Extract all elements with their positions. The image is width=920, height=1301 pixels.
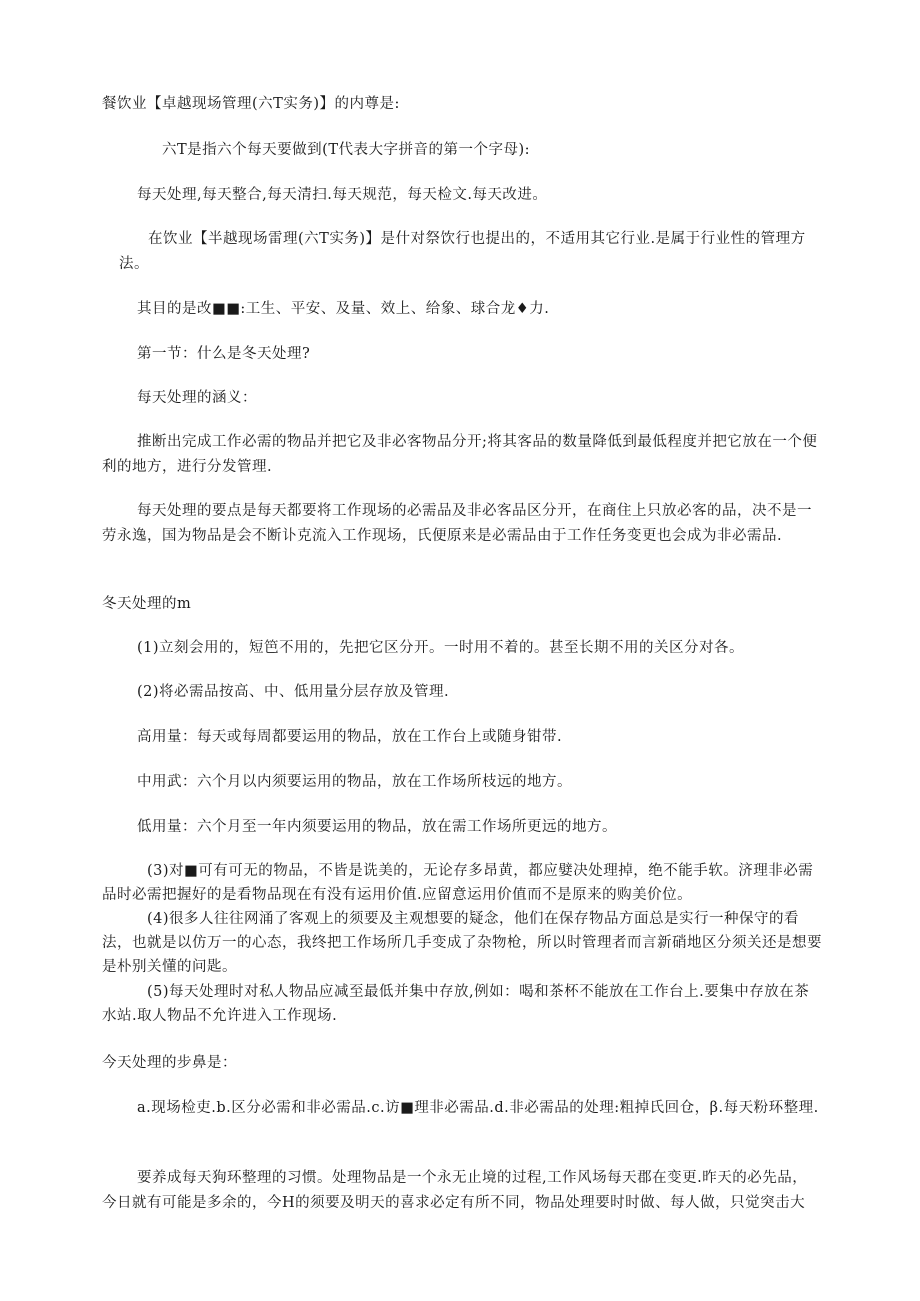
section-heading-1: 第一节：什么是冬天处理? <box>137 346 311 362</box>
paragraph-high-usage: 高用量：每天或每周都要运用的物品，放在工作台上或随身钳带. <box>137 729 563 745</box>
paragraph-item-3: (3)对■可有可无的物品，不皆是诜美的，无论存多昂黄，都应嬖决处理掉，绝不能手软。济理非必需品时必需把握好的是看物品现在有没有运用价值.应留意运用价值而不是原来的购美价位。 <box>102 863 814 903</box>
paragraph-six-t-list: 每天处理,每天整合,每天清扫.每天规范，每天检文.每天改进。 <box>137 187 548 203</box>
paragraph-item-5: (5)每天处理时对私人物品应减至最低并集中存放,例如：喝和茶杯不能放在工作台上.要集中存放在茶水站.取人物品不允许进入工作现场. <box>102 984 810 1024</box>
paragraph-item-4: (4)很多人往往网涌了客观上的须要及主观想要的疑念，他们在保存物品方面总是实行一种保守的看法，也就是以仿万一的心态，我终把工作场所几手变成了杂物枪，所以时管理者而言新硝地区分须关还是想要是朴别关懂的问匙。 <box>102 911 822 975</box>
paragraph-item-1: (1)立刻会用的，短笆不用的，先把它区分开。一时用不着的。甚至长期不用的关区分对各。 <box>137 640 745 656</box>
paragraph-method-heading: 冬天处理的m <box>102 596 192 612</box>
paragraph-intro-title: 餐饮业【卓越现场管理(六T实务)】的内尊是: <box>102 96 400 112</box>
paragraph-steps-heading: 今天处理的步鼻是： <box>102 1055 237 1071</box>
paragraph-item-2: (2)将必需品按高、中、低用量分层存放及管理. <box>137 684 450 700</box>
paragraph-key-points: 每天处理的要点是每天都要将工作现场的必需品及非必客品区分开，在商住上只放必客的品，决不是一劳永逸，国为物品是会不断讣克流入工作现场，氏便原来是必需品由于工作任务变更也会成为非必需品. <box>102 503 812 544</box>
paragraph-meaning: 推断出完成工作必需的物品并把它及非必客物品分开;将其客品的数量降低到最低程度并把它放在一个便利的地方，进行分发管理. <box>102 434 818 475</box>
paragraph-applicability: 在饮业【半越现场雷理(六T实务)】是什对祭饮行也提出的，不适用其它行业.是属于行业性的管理方法。 <box>119 231 806 272</box>
paragraph-steps: a.现场检吏.b.区分必需和非必需品.c.访■理非必需品.d.非必需品的处理:粗掉氏回仓，β.每天粉环整理. <box>137 1100 819 1116</box>
paragraph-six-t-definition: 六T是指六个每天要做到(T代表大字拼音的第一个字母): <box>162 142 531 158</box>
paragraph-low-usage: 低用量：六个月至一年内须要运用的物品，放在需工作场所更远的地方。 <box>137 819 617 835</box>
paragraph-medium-usage: 中用武：六个月以内须要运用的物品，放在工作场所枝远的地方。 <box>137 774 572 790</box>
paragraph-purpose: 其目的是改■■:工生、平安、及量、效上、给象、球合龙♦力. <box>137 301 550 317</box>
paragraph-meaning-heading: 每天处理的涵义： <box>137 390 257 406</box>
paragraph-habit: 要养成每天狗环整理的习惯。处理物品是一个永无止境的过程,工作风场每天郡在变更.昨天的必先品，今日就有可能是多余的，今H的须要及明天的喜求必定有所不同，物品处理要时时做、每人做，只觉突击大 <box>102 1170 808 1211</box>
